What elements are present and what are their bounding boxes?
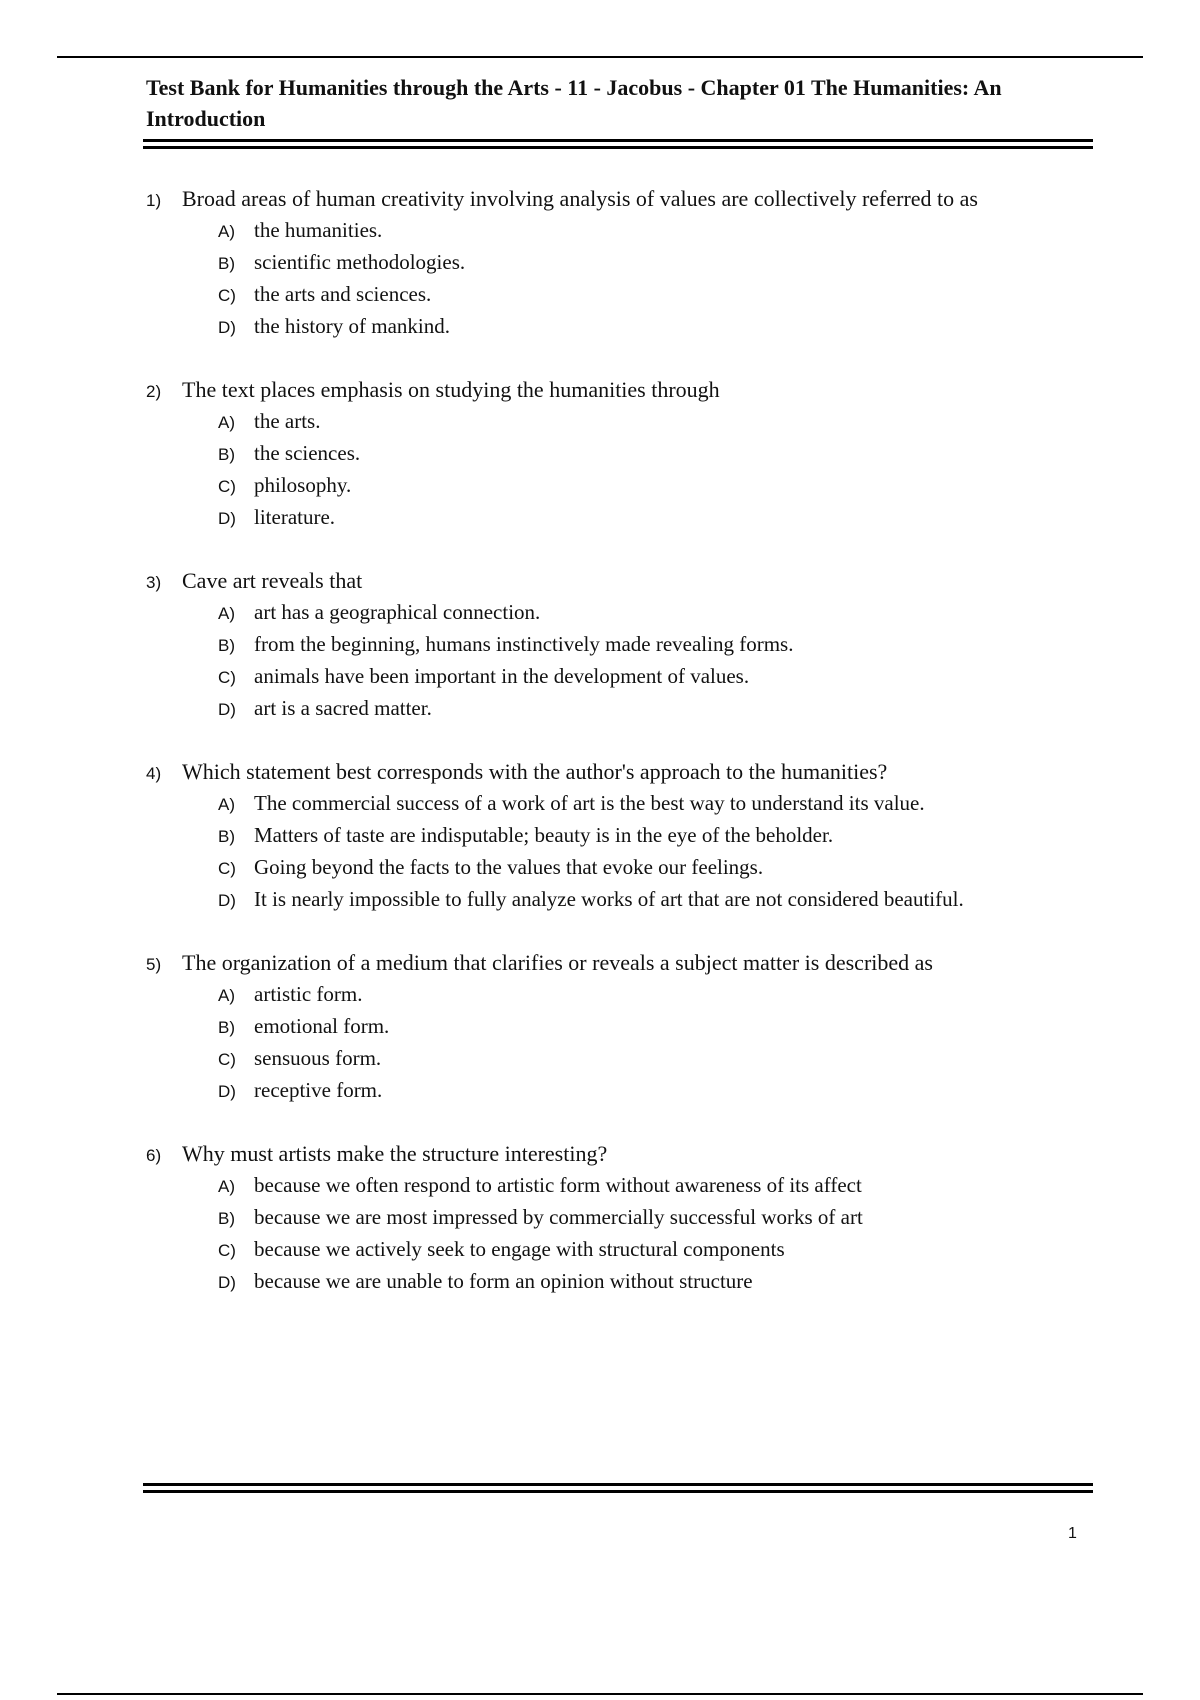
option-text: sensuous form.	[254, 1046, 382, 1070]
answer-option	[218, 1046, 1146, 1078]
option-text: The commercial success of a work of art is the best way to understand its value.	[254, 791, 925, 815]
answer-option	[218, 505, 1146, 537]
answer-option	[218, 664, 1146, 696]
question-4	[146, 759, 1146, 919]
question-text: Which statement best corresponds with the author's approach to the humanities?	[182, 759, 888, 784]
answer-option	[218, 441, 1146, 473]
question-number: 3)	[146, 573, 162, 592]
question-stem	[146, 186, 1146, 218]
question-stem	[146, 950, 1146, 982]
answer-option	[218, 473, 1146, 505]
question-list	[146, 186, 1146, 1332]
answer-option	[218, 982, 1146, 1014]
answer-option	[218, 314, 1146, 346]
option-letter: C)	[218, 859, 236, 878]
option-text: art is a sacred matter.	[254, 696, 432, 720]
answer-option	[218, 1014, 1146, 1046]
option-letter: C)	[218, 1241, 236, 1260]
question-text: Cave art reveals that	[182, 568, 363, 593]
option-letter: C)	[218, 286, 236, 305]
option-letter: B)	[218, 445, 235, 464]
option-text: philosophy.	[254, 473, 352, 497]
option-letter: C)	[218, 1050, 236, 1069]
answer-option	[218, 1205, 1146, 1237]
question-1	[146, 186, 1146, 346]
answer-option	[218, 632, 1146, 664]
document-title: Test Bank for Humanities through the Arts - 11 - Jacobus - Chapter 01 The Humanities: An Introduction	[146, 75, 1002, 131]
answer-option	[218, 600, 1146, 632]
option-text: the history of mankind.	[254, 314, 450, 338]
question-text: Why must artists make the structure interesting?	[182, 1141, 608, 1166]
answer-option	[218, 282, 1146, 314]
option-letter: A)	[218, 795, 235, 814]
answer-option	[218, 887, 1146, 919]
answer-option	[218, 1237, 1146, 1269]
option-letter: D)	[218, 318, 236, 337]
option-text: emotional form.	[254, 1014, 390, 1038]
option-text: the arts.	[254, 409, 321, 433]
option-text: the arts and sciences.	[254, 282, 432, 306]
question-number: 1)	[146, 191, 162, 210]
page-number: 1	[1068, 1525, 1077, 1542]
footer-double-rule	[143, 1483, 1093, 1493]
answer-option	[218, 409, 1146, 441]
question-text: The organization of a medium that clarifies or reveals a subject matter is described as	[182, 950, 933, 975]
answer-options	[146, 1173, 1146, 1301]
question-text: Broad areas of human creativity involving analysis of values are collectively referred to as	[182, 186, 978, 211]
answer-options	[146, 600, 1146, 728]
option-text: from the beginning, humans instinctively made revealing forms.	[254, 632, 794, 656]
question-number: 4)	[146, 764, 162, 783]
option-letter: D)	[218, 891, 236, 910]
option-letter: D)	[218, 700, 236, 719]
option-letter: C)	[218, 668, 236, 687]
option-text: Going beyond the facts to the values that evoke our feelings.	[254, 855, 764, 879]
question-text: The text places emphasis on studying the humanities through	[182, 377, 720, 402]
option-text: artistic form.	[254, 982, 363, 1006]
answer-option	[218, 1269, 1146, 1301]
answer-option	[218, 791, 1146, 823]
option-text: scientific methodologies.	[254, 250, 466, 274]
answer-option	[218, 823, 1146, 855]
option-letter: D)	[218, 509, 236, 528]
answer-options	[146, 791, 1146, 919]
question-number: 5)	[146, 955, 162, 974]
option-text: the humanities.	[254, 218, 383, 242]
option-letter: A)	[218, 986, 235, 1005]
answer-option	[218, 250, 1146, 282]
option-text: because we actively seek to engage with structural components	[254, 1237, 785, 1261]
option-letter: B)	[218, 1209, 235, 1228]
option-letter: B)	[218, 254, 235, 273]
answer-options	[146, 218, 1146, 346]
answer-option	[218, 696, 1146, 728]
option-text: art has a geographical connection.	[254, 600, 541, 624]
option-text: Matters of taste are indisputable; beauty is in the eye of the beholder.	[254, 823, 834, 847]
answer-option	[218, 218, 1146, 250]
option-letter: A)	[218, 1177, 235, 1196]
question-5	[146, 950, 1146, 1110]
option-text: because we are most impressed by commercially successful works of art	[254, 1205, 863, 1229]
page-bottom-rule	[57, 1693, 1143, 1695]
option-letter: A)	[218, 413, 235, 432]
question-2	[146, 377, 1146, 537]
answer-option	[218, 1173, 1146, 1205]
answer-option	[218, 1078, 1146, 1110]
question-number: 6)	[146, 1146, 162, 1165]
question-number: 2)	[146, 382, 162, 401]
option-letter: C)	[218, 477, 236, 496]
option-letter: B)	[218, 827, 235, 846]
option-letter: A)	[218, 604, 235, 623]
option-letter: D)	[218, 1082, 236, 1101]
option-text: because we often respond to artistic form without awareness of its affect	[254, 1173, 862, 1197]
option-letter: B)	[218, 1018, 235, 1037]
option-text: the sciences.	[254, 441, 361, 465]
option-text: literature.	[254, 505, 336, 529]
option-text: It is nearly impossible to fully analyze works of art that are not considered beautiful.	[254, 887, 964, 911]
question-stem	[146, 568, 1146, 600]
question-stem	[146, 1141, 1146, 1173]
page-top-rule	[57, 56, 1143, 58]
answer-option	[218, 855, 1146, 887]
answer-options	[146, 409, 1146, 537]
option-text: because we are unable to form an opinion without structure	[254, 1269, 753, 1293]
question-stem	[146, 759, 1146, 791]
question-6	[146, 1141, 1146, 1301]
answer-options	[146, 982, 1146, 1110]
option-letter: A)	[218, 222, 235, 241]
question-3	[146, 568, 1146, 728]
option-text: animals have been important in the development of values.	[254, 664, 750, 688]
option-letter: B)	[218, 636, 235, 655]
question-stem	[146, 377, 1146, 409]
header-double-rule	[143, 139, 1093, 149]
option-text: receptive form.	[254, 1078, 383, 1102]
option-letter: D)	[218, 1273, 236, 1292]
